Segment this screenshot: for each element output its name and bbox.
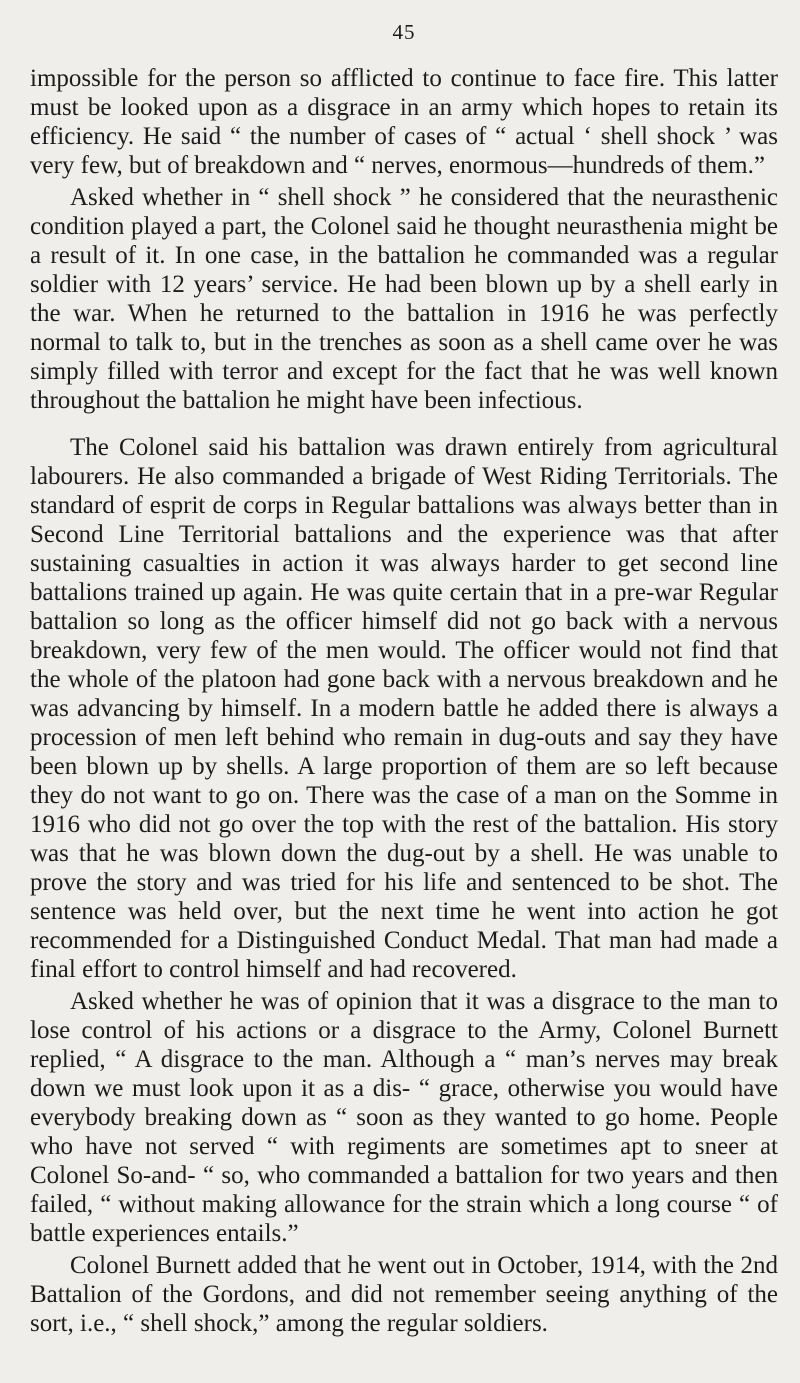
paragraph-1: impossible for the person so afflicted to continue to face fire. This latter must be looked upon as a disgrace in an army which hopes to retain its efficiency. He said “ the number of cases of “ actual ‘ shell shock ’ was very few, but of breakdown and “ nerves, enormous—hundreds of them.” [30,65,778,179]
page-number: 45 [392,20,416,44]
paragraph-4: Asked whether he was of opinion that it was a disgrace to the man to lose control of his actions or a disgrace to the Army, Colonel Burnett replied, “ A disgrace to the man. Although a “ man’s nerves may break down we must look upon it as a dis- “ grace, otherwise you would have everybody breaking down as “ soon as they wanted to go home. People who have not served “ with regiments are sometimes apt to sneer at Colonel So-and- “ so, who commanded a battalion for two years and then failed, “ without making allowance for the strain which a long course “ of battle experiences entails.” [30,988,778,1247]
paragraph-2: Asked whether in “ shell shock ” he considered that the neurasthenic condition played a part, the Colonel said he thought neurasthenia might be a result of it. In one case, in the battalion he commanded was a regular soldier with 12 years’ service. He had been blown up by a shell early in the war. When he returned to the battalion in 1916 he was perfectly normal to talk to, but in the trenches as soon as a shell came over he was simply filled with terror and except for the fact that he was well known throughout the battalion he might have been infectious. [30,184,778,414]
paragraph-5: Colonel Burnett added that he went out in October, 1914, with the 2nd Battalion of the Gordons, and did not remember seeing anything of the sort, i.e., “ shell shock,” among the regular soldiers. [30,1252,778,1337]
paragraph-3: The Colonel said his battalion was drawn entirely from agricultural labourers. He also commanded a brigade of West Riding Territorials. The standard of esprit de corps in Regular battalions was always better than in Second Line Territorial battalions and the experience was that after sustaining casualties in action it was always harder to get second line battalions trained up again. He was quite certain that in a pre-war Regular battalion so long as the officer himself did not go back with a nervous breakdown, very few of the men would. The officer would not find that the whole of the platoon had gone back with a nervous breakdown and he was advancing by himself. In a modern battle he added there is always a procession of men left behind who remain in dug-outs and say they have been blown up by shells. A large proportion of them are so left because they do not want to go on. There was the case of a man on the Somme in 1916 who did not go over the top with the rest of the battalion. His story was that he was blown down the dug-out by a shell. He was unable to prove the story and was tried for his life and sentenced to be shot. The sentence was held over, but the next time he went into action he got recommended for a Distinguished Conduct Medal. That man had made a final effort to control himself and had recovered. [30,434,778,983]
